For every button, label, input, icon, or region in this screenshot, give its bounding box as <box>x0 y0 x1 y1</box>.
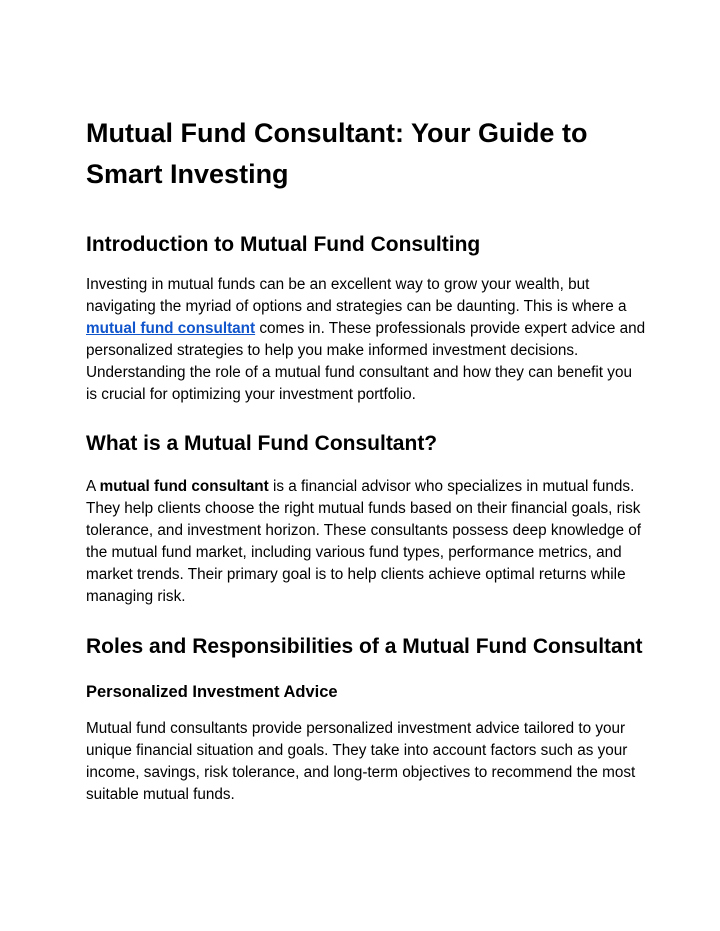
what-bold-term: mutual fund consultant <box>99 478 269 495</box>
document-page <box>86 113 646 806</box>
intro-text-after-link: comes in. These professionals provide expert advice and personalized strategies to help you make informed investment decisions. Understanding the role of a mutual fund consultant and how they can benefit you is crucial for optimizing your investment portfolio. <box>86 320 646 403</box>
what-is-paragraph <box>86 476 646 608</box>
section-heading-roles: Roles and Responsibilities of a Mutual Fund Consultant <box>86 635 643 658</box>
what-text-after-bold: is a financial advisor who specializes in mutual funds. They help clients choose the right mutual funds based on their financial goals, risk tolerance, and investment horizon. These consultants possess deep knowledge of the mutual fund market, including various fund types, performance metrics, and market trends. Their primary goal is to help clients achieve optimal returns while managing risk. <box>86 478 641 605</box>
intro-paragraph <box>86 274 646 406</box>
page-title: Mutual Fund Consultant: Your Guide to Smart Investing <box>86 118 588 189</box>
mutual-fund-consultant-link[interactable]: mutual fund consultant <box>86 320 256 337</box>
what-text-before-bold: A <box>86 478 100 495</box>
section-heading-introduction: Introduction to Mutual Fund Consulting <box>86 233 481 256</box>
section-heading-what-is: What is a Mutual Fund Consultant? <box>86 432 438 455</box>
intro-text-before-link: Investing in mutual funds can be an excellent way to grow your wealth, but navigating the myriad of options and strategies can be daunting. This is where a <box>86 276 627 315</box>
personalized-advice-paragraph: Mutual fund consultants provide personalized investment advice tailored to your unique financial situation and goals. They take into account factors such as your income, savings, risk tolerance, and long-term objectives to recommend the most suitable mutual funds. <box>86 720 636 803</box>
subsection-heading-personalized-advice: Personalized Investment Advice <box>86 683 338 701</box>
